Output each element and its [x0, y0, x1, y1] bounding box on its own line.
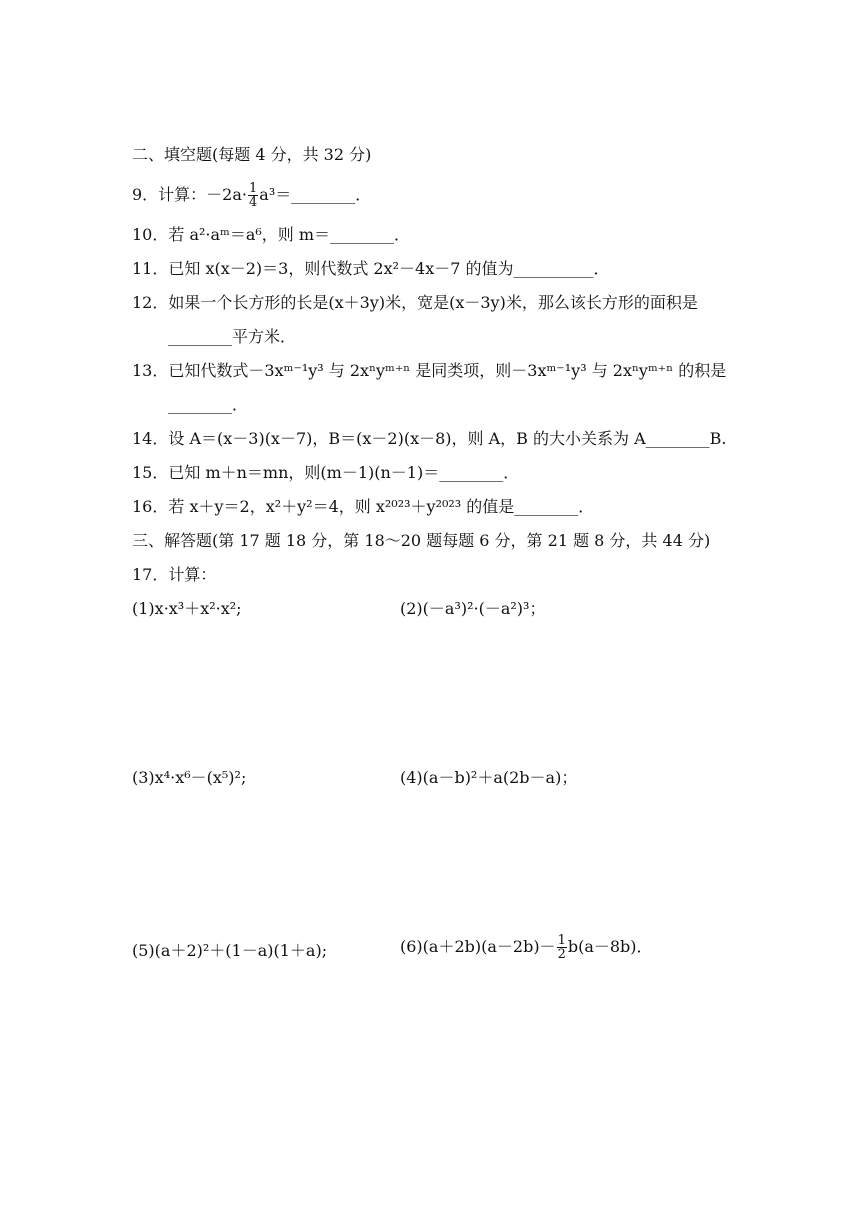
- q17-p6-frac-den: 2: [557, 947, 566, 962]
- question-12-line1: 12．如果一个长方形的长是(x＋3y)米，宽是(x－3y)米，那么该长方形的面积是: [132, 293, 698, 312]
- q17-p6-suffix: b(a－8b)．: [567, 937, 653, 956]
- question-10: 10．若 a²·aᵐ＝a⁶，则 m＝________．: [132, 225, 411, 244]
- q9-frac-num: 1: [249, 181, 258, 196]
- q17-p6-frac-num: 1: [557, 933, 566, 948]
- q9-fraction: [248, 182, 258, 209]
- question-12-line2: ________平方米．: [168, 327, 297, 346]
- question-17-part-1: (1)x·x³＋x²·x²;: [132, 599, 242, 618]
- question-17-title: 17．计算：: [132, 565, 217, 584]
- question-17-part-3: (3)x⁴·x⁶－(x⁵)²;: [132, 768, 247, 787]
- question-15: 15．已知 m＋n＝mn，则(m－1)(n－1)＝________．: [132, 463, 520, 482]
- q9-prefix: 9．计算：－2a·: [132, 185, 247, 204]
- question-17-part-6: [400, 934, 653, 961]
- question-11: 11．已知 x(x－2)＝3，则代数式 2x²－4x－7 的值为__________．: [132, 259, 610, 278]
- question-13-line2: ________．: [168, 395, 249, 414]
- q17-p6-fraction: [557, 934, 567, 961]
- question-17-part-5: (5)(a＋2)²＋(1－a)(1＋a);: [132, 941, 328, 960]
- question-17-part-2: (2)(－a³)²·(－a²)³；: [400, 599, 546, 618]
- q9-suffix: a³＝________．: [259, 185, 372, 204]
- q17-p6-prefix: (6)(a＋2b)(a－2b)－: [400, 937, 556, 956]
- question-9: [132, 182, 371, 209]
- question-16: 16．若 x＋y＝2，x²＋y²＝4，则 x²⁰²³＋y²⁰²³ 的值是________．: [132, 497, 595, 516]
- section-heading-solve: 三、解答题(第 17 题 18 分，第 18～20 题每题 6 分，第 21 题 8 分，共 44 分): [132, 531, 711, 550]
- question-14: 14．设 A＝(x－3)(x－7)，B＝(x－2)(x－8)，则 A，B 的大小关系为 A________B.: [132, 429, 727, 448]
- q9-frac-den: 4: [249, 195, 258, 210]
- section-heading-fill-in: 二、填空题(每题 4 分，共 32 分): [132, 145, 372, 164]
- question-17-part-4: (4)(a－b)²＋a(2b－a)；: [400, 768, 578, 787]
- question-13-line1: 13．已知代数式－3xᵐ⁻¹y³ 与 2xⁿyᵐ⁺ⁿ 是同类项，则－3xᵐ⁻¹y³ 与 2xⁿyᵐ⁺ⁿ 的积是: [132, 361, 727, 380]
